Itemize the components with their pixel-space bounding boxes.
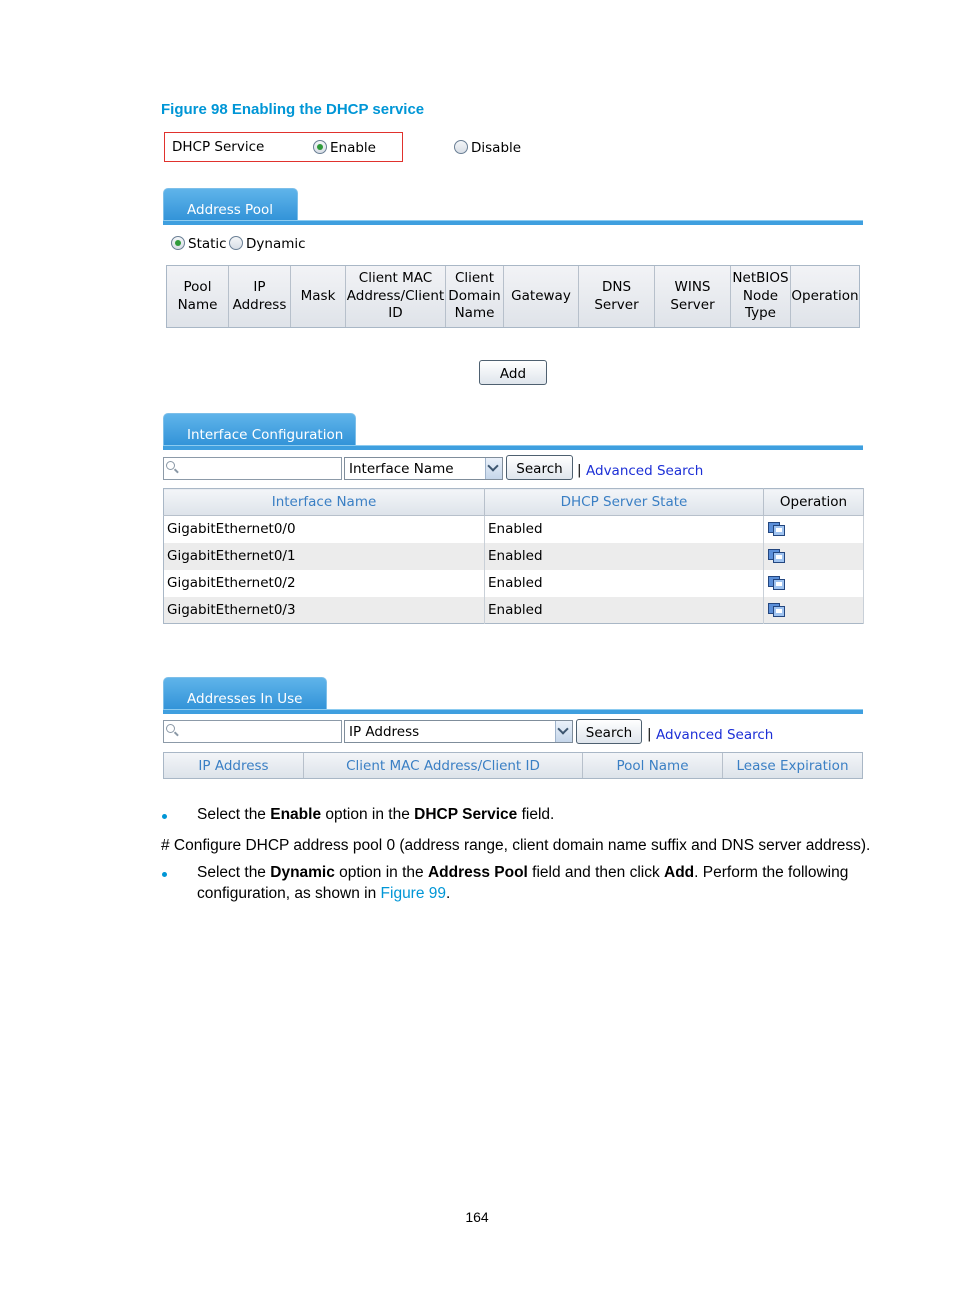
addresses-in-use-table-header (163, 752, 863, 779)
interface-advanced-search-link[interactable]: Advanced Search (586, 463, 704, 479)
interface-search-field-select[interactable] (344, 457, 503, 480)
disable-radio-label: Disable (471, 140, 522, 156)
interface-name-cell: GigabitEthernet0/0 (164, 516, 485, 543)
interface-name-cell: GigabitEthernet0/3 (164, 597, 485, 624)
col-interface-name[interactable]: Interface Name (164, 489, 485, 516)
col-operation: Operation (764, 489, 864, 516)
dhcp-state-cell: Enabled (485, 570, 764, 597)
edit-config-icon[interactable] (768, 547, 785, 563)
text: . Perform the following (694, 864, 849, 881)
text: Select the (197, 806, 271, 823)
dhcp-state-cell: Enabled (485, 543, 764, 570)
address-search-field-select[interactable] (344, 720, 573, 743)
col-operation: Operation (791, 287, 859, 304)
edit-config-icon[interactable] (768, 574, 785, 590)
dynamic-radio-icon[interactable] (229, 236, 243, 250)
col-pool-name: Pool Name (167, 266, 229, 327)
dynamic-radio-label: Dynamic (246, 236, 306, 252)
interface-table (163, 488, 864, 624)
dynamic-radio-option[interactable] (229, 236, 306, 252)
figure-99-link[interactable]: Figure 99 (380, 885, 447, 902)
page-number: 164 (465, 1209, 489, 1225)
bullet-enable-dhcp (197, 806, 554, 824)
interface-name-cell: GigabitEthernet0/2 (164, 570, 485, 597)
static-radio-label: Static (188, 236, 227, 252)
bold-text: DHCP Service (414, 806, 518, 823)
addresses-in-use-tab-underline (163, 709, 863, 714)
bold-text: Add (664, 864, 695, 881)
text: option in the (334, 864, 428, 881)
bullet-icon (162, 814, 167, 819)
interface-table-header (164, 489, 864, 516)
table-row (164, 570, 864, 597)
text: configuration, as shown in (197, 885, 381, 902)
search-icon (166, 461, 175, 470)
col-client-domain-name: Client Domain Name (446, 266, 504, 327)
bullet-dynamic-line1 (197, 864, 848, 882)
static-radio-option[interactable] (171, 236, 227, 252)
address-advanced-search-link[interactable]: Advanced Search (656, 727, 774, 743)
col-wins-server: WINS Server (655, 266, 731, 327)
col-ip-address[interactable]: IP Address (164, 753, 304, 778)
bold-text: Address Pool (427, 864, 528, 881)
address-search-button[interactable]: Search (576, 719, 642, 744)
add-button[interactable]: Add (479, 360, 547, 385)
dhcp-service-label: DHCP Service (172, 139, 265, 155)
table-row (164, 597, 864, 624)
tab-addresses-in-use[interactable]: Addresses In Use (163, 677, 327, 713)
col-mask: Mask (291, 266, 346, 327)
col-dhcp-server-state[interactable]: DHCP Server State (485, 489, 764, 516)
enable-radio-label: Enable (330, 140, 376, 156)
address-pool-table-header (166, 265, 860, 328)
configure-paragraph: # Configure DHCP address pool 0 (address range, client domain name suffix and DNS server address). (161, 837, 871, 854)
col-client-mac: Client MAC Address/Client ID (346, 266, 446, 327)
disable-radio-option[interactable] (454, 140, 521, 156)
interface-select-value: Interface Name (349, 461, 454, 477)
col-client-mac-address[interactable]: Client MAC Address/Client ID (304, 753, 583, 778)
operation-cell (764, 516, 864, 543)
search-icon (166, 724, 175, 733)
tab-interface-configuration[interactable]: Interface Configuration (163, 413, 356, 449)
text: field. (517, 806, 555, 823)
interface-search-separator: | (577, 462, 582, 478)
chevron-down-icon[interactable] (555, 721, 572, 742)
operation-cell (764, 570, 864, 597)
address-select-value: IP Address (349, 724, 420, 740)
text: Select the (197, 864, 271, 881)
interface-config-tab-underline (163, 445, 863, 450)
enable-radio-icon[interactable] (313, 140, 327, 154)
edit-config-icon[interactable] (768, 520, 785, 536)
interface-search-button[interactable]: Search (506, 455, 573, 480)
col-lease-expiration[interactable]: Lease Expiration (736, 757, 849, 774)
operation-cell (764, 543, 864, 570)
address-search-input[interactable] (163, 720, 342, 743)
col-ip-address: IP Address (229, 266, 291, 327)
text: . (446, 885, 451, 902)
static-radio-icon[interactable] (171, 236, 185, 250)
chevron-down-icon[interactable] (485, 458, 502, 479)
interface-name-cell: GigabitEthernet0/1 (164, 543, 485, 570)
text: option in the (321, 806, 415, 823)
dhcp-state-cell: Enabled (485, 597, 764, 624)
disable-radio-icon[interactable] (454, 140, 468, 154)
col-pool-name[interactable]: Pool Name (583, 753, 723, 778)
operation-cell (764, 597, 864, 624)
text: field and then click (527, 864, 665, 881)
col-gateway: Gateway (504, 266, 579, 327)
tab-address-pool[interactable]: Address Pool (163, 188, 298, 224)
enable-radio-option[interactable] (313, 140, 376, 156)
bullet-dynamic-line2 (197, 885, 450, 903)
table-row (164, 516, 864, 543)
table-row (164, 543, 864, 570)
edit-config-icon[interactable] (768, 601, 785, 617)
bold-text: Enable (270, 806, 322, 823)
col-dns-server: DNS Server (579, 266, 655, 327)
bullet-icon (162, 872, 167, 877)
figure-title: Figure 98 Enabling the DHCP service (161, 101, 425, 118)
dhcp-state-cell: Enabled (485, 516, 764, 543)
interface-search-input[interactable] (163, 457, 342, 480)
col-netbios-node-type: NetBIOS Node Type (731, 266, 791, 327)
address-search-separator: | (647, 726, 652, 742)
bold-text: Dynamic (270, 864, 335, 881)
address-pool-tab-underline (163, 220, 863, 225)
